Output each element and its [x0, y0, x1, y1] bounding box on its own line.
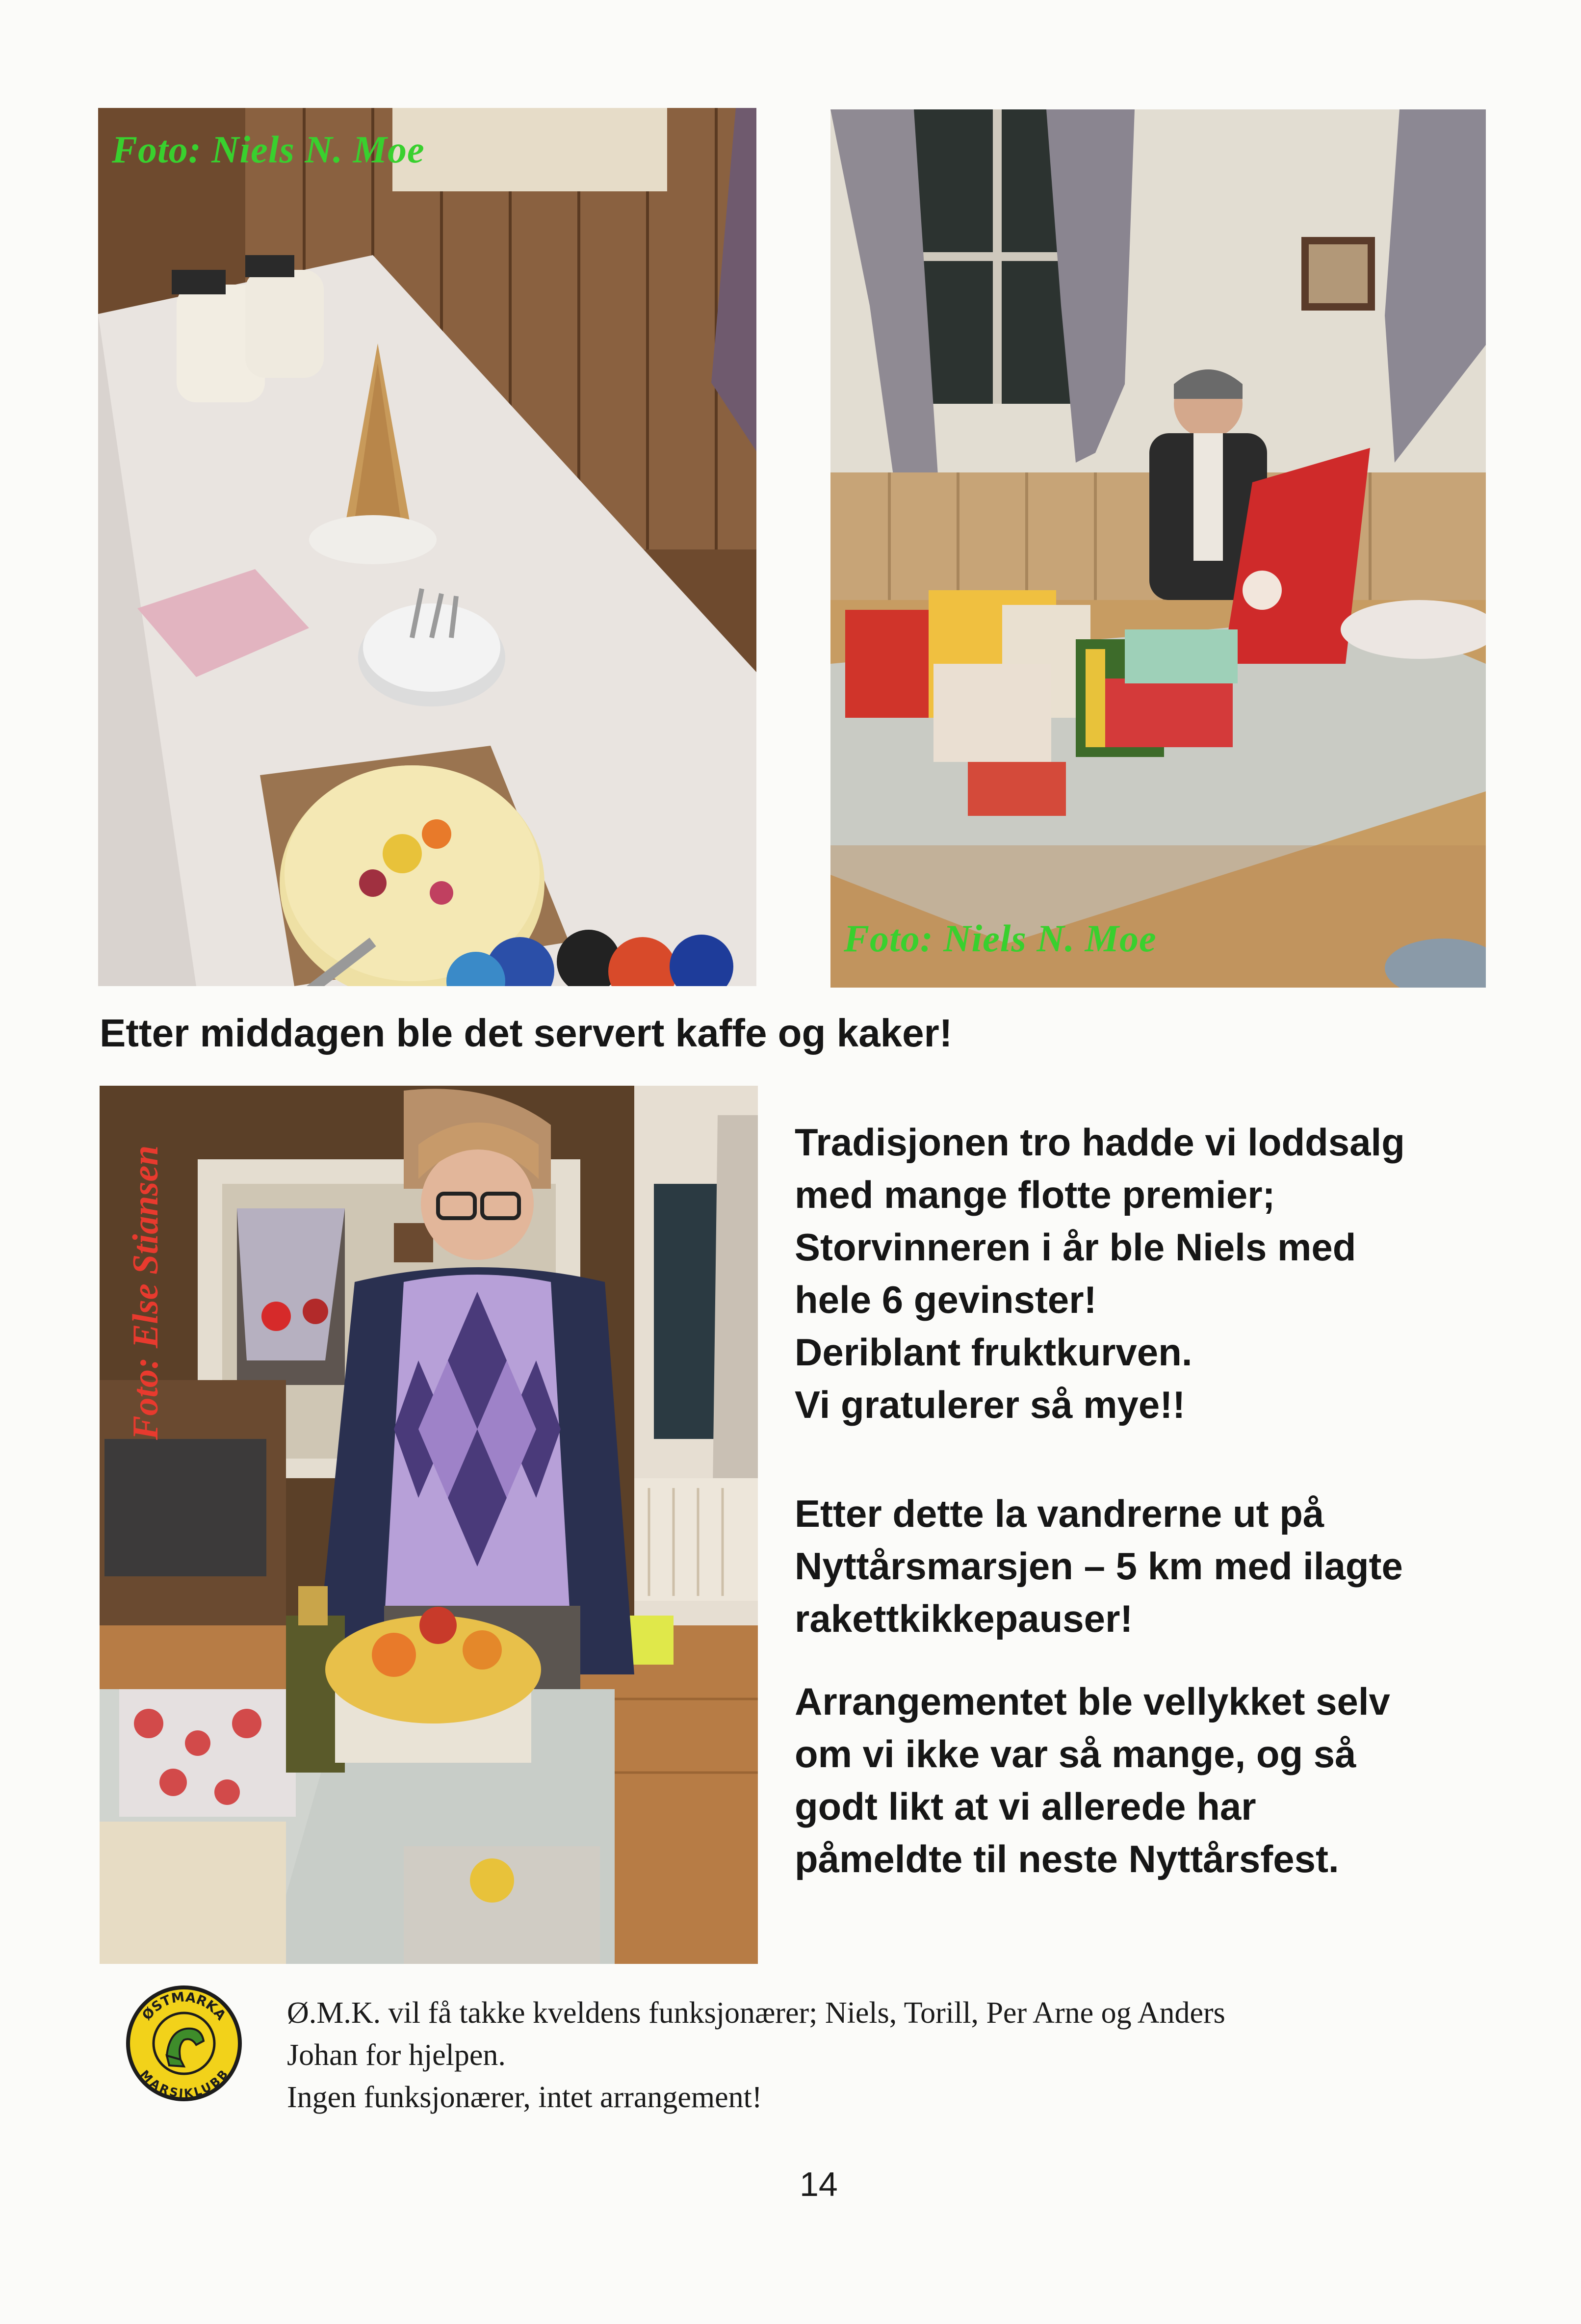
thanks-line: Johan for hjelpen. — [287, 2038, 506, 2072]
cake-table-image — [98, 108, 756, 986]
paragraph-summary-line: godt likt at vi allerede har — [795, 1785, 1256, 1828]
paragraph-summary-line: påmeldte til neste Nyttårsfest. — [795, 1837, 1339, 1880]
paragraph-raffle-line: Tradisjonen tro hadde vi loddsalg — [795, 1121, 1405, 1164]
thanks-line: Ø.M.K. vil få takke kveldens funksjonærer; Niels, Torill, Per Arne og Anders — [287, 1996, 1225, 2030]
paragraph-march — [795, 1488, 1403, 1645]
club-logo-image — [123, 1982, 245, 2105]
club-logo — [123, 1982, 245, 2105]
photo-prize-table — [830, 109, 1486, 988]
thanks-note — [287, 1992, 1225, 2118]
paragraph-raffle-line: Vi gratulerer så mye!! — [795, 1383, 1186, 1426]
fruit-basket-image — [100, 1086, 758, 1964]
page-number: 14 — [800, 2165, 838, 2203]
paragraph-raffle-line: Deriblant fruktkurven. — [795, 1331, 1192, 1374]
photo-credit-top-right: Foto: Niels N. Moe — [844, 917, 1157, 960]
paragraph-march-line: Nyttårsmarsjen – 5 km med ilagte — [795, 1544, 1403, 1588]
paragraph-raffle-line: Storvinneren i år ble Niels med — [795, 1226, 1356, 1269]
logo-text-bottom: MARSJKLUBB — [137, 2067, 231, 2101]
paragraph-march-line: rakettkikkepauser! — [795, 1597, 1133, 1640]
paragraph-summary — [795, 1675, 1390, 1885]
thanks-line: Ingen funksjonærer, intet arrangement! — [287, 2081, 762, 2114]
logo-text-top: ØSTMARKA — [139, 1989, 229, 2023]
photo-fruit-basket-winner — [100, 1086, 758, 1964]
paragraph-summary-line: Arrangementet ble vellykket selv — [795, 1680, 1390, 1723]
paragraph-march-line: Etter dette la vandrerne ut på — [795, 1492, 1324, 1535]
paragraph-raffle — [795, 1116, 1405, 1431]
paragraph-raffle-line: med mange flotte premier; — [795, 1173, 1275, 1216]
prize-table-image — [830, 109, 1486, 988]
photo-credit-top-left: Foto: Niels N. Moe — [112, 128, 425, 171]
photo-credit-bottom-left: Foto: Else Stiansen — [126, 1145, 166, 1440]
photo-caption: Etter middagen ble det servert kaffe og kaker! — [100, 1011, 953, 1055]
photo-cake-table — [98, 108, 756, 986]
paragraph-raffle-line: hele 6 gevinster! — [795, 1278, 1097, 1321]
paragraph-summary-line: om vi ikke var så mange, og så — [795, 1732, 1356, 1776]
